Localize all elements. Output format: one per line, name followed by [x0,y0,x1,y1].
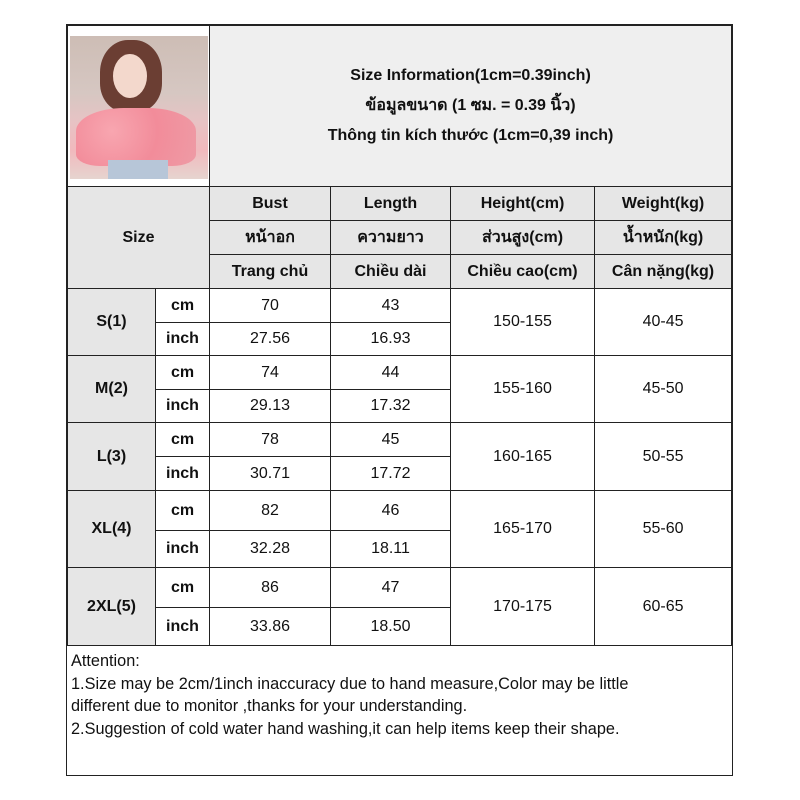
length-inch: 17.32 [331,390,451,423]
length-cm: 44 [331,356,451,390]
col-height-en: Height(cm) [451,187,595,221]
length-cm: 45 [331,423,451,457]
bust-inch: 29.13 [210,390,331,423]
bust-inch: 27.56 [210,323,331,356]
unit-cm: cm [156,491,210,531]
bust-cm: 82 [210,491,331,531]
col-height-vi: Chiều cao(cm) [451,255,595,289]
weight-range: 50-55 [595,423,732,491]
bust-cm: 86 [210,568,331,608]
table-row [68,356,732,390]
unit-inch: inch [156,457,210,491]
bust-cm: 74 [210,356,331,390]
col-height-th: ส่วนสูง(cm) [451,221,595,255]
unit-inch: inch [156,608,210,646]
unit-inch: inch [156,390,210,423]
length-inch: 18.50 [331,608,451,646]
size-label: XL(4) [68,491,156,568]
size-info-title [210,26,732,187]
unit-cm: cm [156,423,210,457]
height-range: 165-170 [451,491,595,568]
product-photo-cell [68,26,210,187]
bust-inch: 33.86 [210,608,331,646]
height-range: 160-165 [451,423,595,491]
height-range: 170-175 [451,568,595,646]
col-weight-en: Weight(kg) [595,187,732,221]
col-bust-vi: Trang chủ [210,255,331,289]
table-row [68,423,732,457]
length-inch: 18.11 [331,531,451,568]
unit-inch: inch [156,531,210,568]
unit-cm: cm [156,568,210,608]
col-bust-th: หน้าอก [210,221,331,255]
notes-heading: Attention: [71,652,140,670]
size-label: S(1) [68,289,156,356]
length-cm: 46 [331,491,451,531]
length-cm: 43 [331,289,451,323]
length-inch: 16.93 [331,323,451,356]
bust-inch: 32.28 [210,531,331,568]
attention-notes [71,650,726,740]
unit-cm: cm [156,289,210,323]
height-range: 155-160 [451,356,595,423]
unit-inch: inch [156,323,210,356]
weight-range: 45-50 [595,356,732,423]
table-row [68,491,732,531]
table-row [68,289,732,323]
col-length-vi: Chiều dài [331,255,451,289]
col-bust-en: Bust [210,187,331,221]
bust-cm: 78 [210,423,331,457]
notes-line-2: different due to monitor ,thanks for your understanding. [71,697,468,715]
height-range: 150-155 [451,289,595,356]
col-weight-vi: Cân nặng(kg) [595,255,732,289]
length-cm: 47 [331,568,451,608]
unit-cm: cm [156,356,210,390]
length-inch: 17.72 [331,457,451,491]
bust-cm: 70 [210,289,331,323]
col-weight-th: น้ำหนัก(kg) [595,221,732,255]
size-label: L(3) [68,423,156,491]
title-line-en: Size Information(1cm=0.39inch) [350,67,591,84]
col-length-en: Length [331,187,451,221]
table-row [68,568,732,608]
size-label: M(2) [68,356,156,423]
weight-range: 40-45 [595,289,732,356]
notes-line-3: 2.Suggestion of cold water hand washing,it can help items keep their shape. [71,719,620,738]
size-label: 2XL(5) [68,568,156,646]
notes-line-1: 1.Size may be 2cm/1inch inaccuracy due to hand measure,Color may be little [71,674,629,693]
size-table [67,25,732,646]
weight-range: 60-65 [595,568,732,646]
weight-range: 55-60 [595,491,732,568]
bust-inch: 30.71 [210,457,331,491]
title-line-th: ข้อมูลขนาด (1 ซม. = 0.39 นิ้ว) [365,97,576,114]
title-line-vi: Thông tin kích thước (1cm=0,39 inch) [327,127,614,144]
size-header: Size [68,187,210,289]
product-photo [70,36,208,179]
col-length-th: ความยาว [331,221,451,255]
size-chart-sheet [66,24,733,776]
